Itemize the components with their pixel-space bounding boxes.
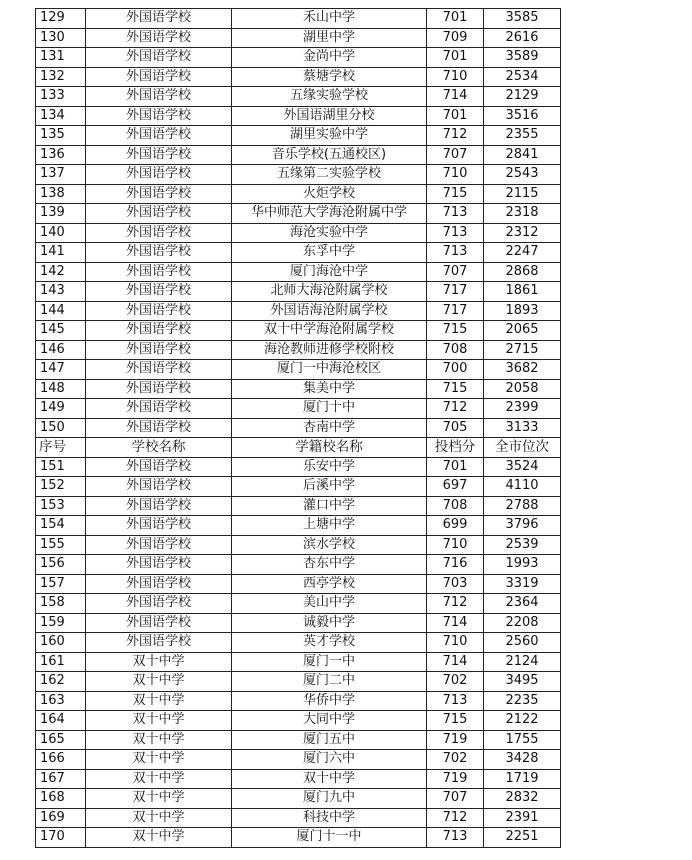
table-row <box>36 828 561 848</box>
table-row <box>36 652 561 672</box>
score-cell: 717 <box>427 301 484 321</box>
seq-cell: 161 <box>36 652 86 672</box>
seq-cell: 135 <box>36 126 86 146</box>
school-name-cell: 外国语学校 <box>86 360 232 380</box>
score-cell: 716 <box>427 555 484 575</box>
score-cell: 700 <box>427 360 484 380</box>
origin-school-cell: 厦门五中 <box>232 730 427 750</box>
origin-school-cell: 乐安中学 <box>232 457 427 477</box>
city-rank-cell: 2058 <box>484 379 561 399</box>
origin-school-cell: 厦门九中 <box>232 789 427 809</box>
seq-cell: 142 <box>36 262 86 282</box>
seq-cell: 154 <box>36 516 86 536</box>
school-name-cell: 外国语学校 <box>86 106 232 126</box>
origin-school-cell: 上塘中学 <box>232 516 427 536</box>
score-cell: 710 <box>427 165 484 185</box>
origin-school-cell: 火炬学校 <box>232 184 427 204</box>
school-name-cell: 双十中学 <box>86 808 232 828</box>
table-row <box>36 48 561 68</box>
origin-school-cell: 杏东中学 <box>232 555 427 575</box>
seq-cell: 131 <box>36 48 86 68</box>
seq-cell: 159 <box>36 613 86 633</box>
city-rank-cell: 1861 <box>484 282 561 302</box>
city-rank-cell: 3589 <box>484 48 561 68</box>
seq-cell: 157 <box>36 574 86 594</box>
city-rank-cell: 2251 <box>484 828 561 848</box>
school-name-cell: 外国语学校 <box>86 418 232 438</box>
table-row <box>36 184 561 204</box>
school-name-cell: 外国语学校 <box>86 204 232 224</box>
origin-school-cell: 集美中学 <box>232 379 427 399</box>
seq-cell: 133 <box>36 87 86 107</box>
score-cell: 697 <box>427 477 484 497</box>
school-name-cell: 外国语学校 <box>86 223 232 243</box>
city-rank-cell: 1893 <box>484 301 561 321</box>
table-row <box>36 106 561 126</box>
origin-school-cell: 外国语湖里分校 <box>232 106 427 126</box>
origin-school-cell: 杏南中学 <box>232 418 427 438</box>
city-rank-cell: 2832 <box>484 789 561 809</box>
score-cell: 710 <box>427 67 484 87</box>
table-row <box>36 633 561 653</box>
city-rank-cell: 3516 <box>484 106 561 126</box>
school-name-cell: 外国语学校 <box>86 379 232 399</box>
seq-cell: 158 <box>36 594 86 614</box>
score-cell: 709 <box>427 28 484 48</box>
city-rank-cell: 2616 <box>484 28 561 48</box>
origin-school-cell: 厦门海沧中学 <box>232 262 427 282</box>
city-rank-cell: 2841 <box>484 145 561 165</box>
school-name-cell: 外国语学校 <box>86 535 232 555</box>
score-cell: 713 <box>427 223 484 243</box>
table-row <box>36 340 561 360</box>
city-rank-cell: 2534 <box>484 67 561 87</box>
origin-school-cell: 东孚中学 <box>232 243 427 263</box>
seq-cell: 139 <box>36 204 86 224</box>
score-cell: 701 <box>427 9 484 29</box>
school-name-cell: 外国语学校 <box>86 633 232 653</box>
table-row <box>36 360 561 380</box>
city-rank-cell: 2129 <box>484 87 561 107</box>
school-name-cell: 外国语学校 <box>86 321 232 341</box>
table-row <box>36 789 561 809</box>
city-rank-cell: 2318 <box>484 204 561 224</box>
score-cell: 719 <box>427 769 484 789</box>
school-name-cell: 外国语学校 <box>86 399 232 419</box>
score-cell: 715 <box>427 379 484 399</box>
seq-cell: 168 <box>36 789 86 809</box>
school-name-cell: 外国语学校 <box>86 48 232 68</box>
school-name-cell: 外国语学校 <box>86 67 232 87</box>
seq-cell: 145 <box>36 321 86 341</box>
school-name-cell: 双十中学 <box>86 750 232 770</box>
score-cell: 715 <box>427 184 484 204</box>
school-name-cell: 外国语学校 <box>86 496 232 516</box>
table-row <box>36 28 561 48</box>
score-cell: 701 <box>427 48 484 68</box>
header-origin-school-cell: 学籍校名称 <box>232 438 427 458</box>
school-name-cell: 外国语学校 <box>86 555 232 575</box>
table-row <box>36 691 561 711</box>
table-row <box>36 574 561 594</box>
table-row <box>36 243 561 263</box>
origin-school-cell: 北师大海沧附属学校 <box>232 282 427 302</box>
score-cell: 708 <box>427 340 484 360</box>
school-name-cell: 外国语学校 <box>86 301 232 321</box>
origin-school-cell: 滨水学校 <box>232 535 427 555</box>
table-row <box>36 808 561 828</box>
seq-cell: 129 <box>36 9 86 29</box>
city-rank-cell: 2399 <box>484 399 561 419</box>
school-name-cell: 双十中学 <box>86 672 232 692</box>
city-rank-cell: 1755 <box>484 730 561 750</box>
city-rank-cell: 1719 <box>484 769 561 789</box>
origin-school-cell: 厦门六中 <box>232 750 427 770</box>
city-rank-cell: 2122 <box>484 711 561 731</box>
table-row <box>36 282 561 302</box>
origin-school-cell: 西亭学校 <box>232 574 427 594</box>
school-name-cell: 外国语学校 <box>86 282 232 302</box>
score-cell: 710 <box>427 633 484 653</box>
origin-school-cell: 双十中学 <box>232 769 427 789</box>
school-name-cell: 外国语学校 <box>86 9 232 29</box>
origin-school-cell: 海沧实验中学 <box>232 223 427 243</box>
school-name-cell: 外国语学校 <box>86 165 232 185</box>
score-cell: 702 <box>427 672 484 692</box>
origin-school-cell: 华侨中学 <box>232 691 427 711</box>
city-rank-cell: 2788 <box>484 496 561 516</box>
table-row <box>36 535 561 555</box>
seq-cell: 149 <box>36 399 86 419</box>
score-cell: 713 <box>427 204 484 224</box>
score-cell: 714 <box>427 613 484 633</box>
seq-cell: 155 <box>36 535 86 555</box>
school-name-cell: 双十中学 <box>86 652 232 672</box>
city-rank-cell: 2560 <box>484 633 561 653</box>
seq-cell: 134 <box>36 106 86 126</box>
table-row <box>36 730 561 750</box>
origin-school-cell: 金尚中学 <box>232 48 427 68</box>
score-cell: 715 <box>427 321 484 341</box>
table-row <box>36 9 561 29</box>
school-name-cell: 外国语学校 <box>86 243 232 263</box>
school-name-cell: 双十中学 <box>86 769 232 789</box>
score-cell: 707 <box>427 145 484 165</box>
table-row <box>36 672 561 692</box>
score-cell: 713 <box>427 243 484 263</box>
origin-school-cell: 美山中学 <box>232 594 427 614</box>
city-rank-cell: 2312 <box>484 223 561 243</box>
seq-cell: 146 <box>36 340 86 360</box>
table-row <box>36 418 561 438</box>
school-name-cell: 外国语学校 <box>86 457 232 477</box>
seq-cell: 136 <box>36 145 86 165</box>
school-name-cell: 外国语学校 <box>86 516 232 536</box>
score-cell: 707 <box>427 262 484 282</box>
table-row <box>36 87 561 107</box>
seq-cell: 167 <box>36 769 86 789</box>
score-cell: 715 <box>427 711 484 731</box>
score-cell: 701 <box>427 457 484 477</box>
table-row <box>36 223 561 243</box>
seq-cell: 132 <box>36 67 86 87</box>
score-cell: 701 <box>427 106 484 126</box>
seq-cell: 166 <box>36 750 86 770</box>
header-seq-cell: 序号 <box>36 438 86 458</box>
school-name-cell: 外国语学校 <box>86 574 232 594</box>
header-city-rank-cell: 全市位次 <box>484 438 561 458</box>
score-cell: 717 <box>427 282 484 302</box>
seq-cell: 148 <box>36 379 86 399</box>
city-rank-cell: 2208 <box>484 613 561 633</box>
score-cell: 712 <box>427 808 484 828</box>
city-rank-cell: 2355 <box>484 126 561 146</box>
seq-cell: 147 <box>36 360 86 380</box>
origin-school-cell: 湖里实验中学 <box>232 126 427 146</box>
table-row <box>36 750 561 770</box>
origin-school-cell: 外国语海沧附属学校 <box>232 301 427 321</box>
school-name-cell: 外国语学校 <box>86 126 232 146</box>
seq-cell: 137 <box>36 165 86 185</box>
city-rank-cell: 2247 <box>484 243 561 263</box>
origin-school-cell: 英才学校 <box>232 633 427 653</box>
table-row <box>36 321 561 341</box>
table-row <box>36 711 561 731</box>
origin-school-cell: 湖里中学 <box>232 28 427 48</box>
seq-cell: 162 <box>36 672 86 692</box>
seq-cell: 141 <box>36 243 86 263</box>
school-name-cell: 双十中学 <box>86 730 232 750</box>
origin-school-cell: 厦门十一中 <box>232 828 427 848</box>
table-row <box>36 516 561 536</box>
seq-cell: 164 <box>36 711 86 731</box>
origin-school-cell: 大同中学 <box>232 711 427 731</box>
score-cell: 707 <box>427 789 484 809</box>
score-cell: 714 <box>427 87 484 107</box>
city-rank-cell: 4110 <box>484 477 561 497</box>
score-cell: 699 <box>427 516 484 536</box>
table-row <box>36 145 561 165</box>
school-name-cell: 外国语学校 <box>86 340 232 360</box>
city-rank-cell: 2124 <box>484 652 561 672</box>
origin-school-cell: 禾山中学 <box>232 9 427 29</box>
seq-cell: 160 <box>36 633 86 653</box>
school-name-cell: 外国语学校 <box>86 594 232 614</box>
city-rank-cell: 2543 <box>484 165 561 185</box>
seq-cell: 144 <box>36 301 86 321</box>
table-row <box>36 594 561 614</box>
table-row <box>36 477 561 497</box>
score-cell: 708 <box>427 496 484 516</box>
origin-school-cell: 后溪中学 <box>232 477 427 497</box>
seq-cell: 165 <box>36 730 86 750</box>
city-rank-cell: 3682 <box>484 360 561 380</box>
score-cell: 713 <box>427 691 484 711</box>
table-body <box>36 9 561 848</box>
origin-school-cell: 海沧教师进修学校附校 <box>232 340 427 360</box>
school-name-cell: 双十中学 <box>86 711 232 731</box>
city-rank-cell: 1993 <box>484 555 561 575</box>
admission-score-sheet <box>35 8 560 848</box>
school-name-cell: 双十中学 <box>86 691 232 711</box>
header-row <box>36 438 561 458</box>
seq-cell: 151 <box>36 457 86 477</box>
origin-school-cell: 厦门一中 <box>232 652 427 672</box>
seq-cell: 156 <box>36 555 86 575</box>
origin-school-cell: 音乐学校(五通校区) <box>232 145 427 165</box>
school-name-cell: 外国语学校 <box>86 28 232 48</box>
header-score-cell: 投档分 <box>427 438 484 458</box>
city-rank-cell: 3495 <box>484 672 561 692</box>
city-rank-cell: 2539 <box>484 535 561 555</box>
city-rank-cell: 3585 <box>484 9 561 29</box>
table-row <box>36 67 561 87</box>
origin-school-cell: 灌口中学 <box>232 496 427 516</box>
score-cell: 713 <box>427 828 484 848</box>
seq-cell: 170 <box>36 828 86 848</box>
score-cell: 712 <box>427 399 484 419</box>
seq-cell: 163 <box>36 691 86 711</box>
seq-cell: 152 <box>36 477 86 497</box>
table-row <box>36 613 561 633</box>
seq-cell: 140 <box>36 223 86 243</box>
school-name-cell: 外国语学校 <box>86 477 232 497</box>
admission-score-table <box>35 8 561 848</box>
table-row <box>36 165 561 185</box>
origin-school-cell: 华中师范大学海沧附属中学 <box>232 204 427 224</box>
table-row <box>36 769 561 789</box>
origin-school-cell: 厦门一中海沧校区 <box>232 360 427 380</box>
school-name-cell: 外国语学校 <box>86 87 232 107</box>
city-rank-cell: 2115 <box>484 184 561 204</box>
origin-school-cell: 厦门二中 <box>232 672 427 692</box>
table-row <box>36 126 561 146</box>
seq-cell: 130 <box>36 28 86 48</box>
city-rank-cell: 2715 <box>484 340 561 360</box>
table-row <box>36 301 561 321</box>
city-rank-cell: 2391 <box>484 808 561 828</box>
table-row <box>36 262 561 282</box>
city-rank-cell: 3319 <box>484 574 561 594</box>
origin-school-cell: 蔡塘学校 <box>232 67 427 87</box>
seq-cell: 143 <box>36 282 86 302</box>
table-row <box>36 555 561 575</box>
table-row <box>36 204 561 224</box>
school-name-cell: 双十中学 <box>86 828 232 848</box>
score-cell: 719 <box>427 730 484 750</box>
city-rank-cell: 2364 <box>484 594 561 614</box>
score-cell: 703 <box>427 574 484 594</box>
table-row <box>36 399 561 419</box>
origin-school-cell: 双十中学海沧附属学校 <box>232 321 427 341</box>
school-name-cell: 外国语学校 <box>86 184 232 204</box>
score-cell: 714 <box>427 652 484 672</box>
city-rank-cell: 2235 <box>484 691 561 711</box>
city-rank-cell: 3796 <box>484 516 561 536</box>
origin-school-cell: 五缘第二实验学校 <box>232 165 427 185</box>
score-cell: 712 <box>427 126 484 146</box>
score-cell: 712 <box>427 594 484 614</box>
city-rank-cell: 3524 <box>484 457 561 477</box>
seq-cell: 138 <box>36 184 86 204</box>
score-cell: 702 <box>427 750 484 770</box>
city-rank-cell: 2065 <box>484 321 561 341</box>
school-name-cell: 外国语学校 <box>86 145 232 165</box>
seq-cell: 150 <box>36 418 86 438</box>
origin-school-cell: 厦门十中 <box>232 399 427 419</box>
seq-cell: 153 <box>36 496 86 516</box>
origin-school-cell: 五缘实验学校 <box>232 87 427 107</box>
school-name-cell: 外国语学校 <box>86 613 232 633</box>
header-school-name-cell: 学校名称 <box>86 438 232 458</box>
score-cell: 710 <box>427 535 484 555</box>
school-name-cell: 双十中学 <box>86 789 232 809</box>
table-row <box>36 379 561 399</box>
table-row <box>36 496 561 516</box>
seq-cell: 169 <box>36 808 86 828</box>
origin-school-cell: 诚毅中学 <box>232 613 427 633</box>
score-cell: 705 <box>427 418 484 438</box>
school-name-cell: 外国语学校 <box>86 262 232 282</box>
origin-school-cell: 科技中学 <box>232 808 427 828</box>
city-rank-cell: 2868 <box>484 262 561 282</box>
city-rank-cell: 3428 <box>484 750 561 770</box>
city-rank-cell: 3133 <box>484 418 561 438</box>
table-row <box>36 457 561 477</box>
